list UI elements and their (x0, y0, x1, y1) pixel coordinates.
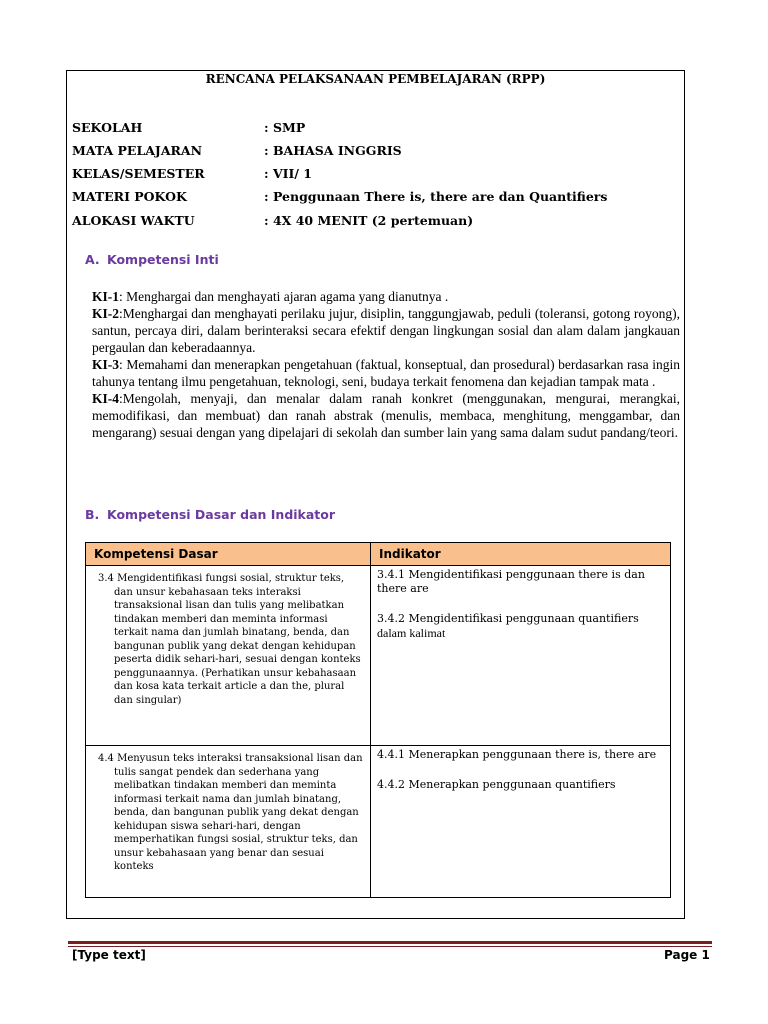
section-title: Kompetensi Inti (107, 252, 219, 267)
ki-head: KI-3 (92, 357, 119, 372)
kd-text: 3.4 Mengidentifikasi fungsi sosial, struktur teks, dan unsur kebahasaan teks interaksi transaksional lisan dan tulis yang melibatkan tindakan memberi dan meminta informasi terkait nama dan jumlah binatang, benda, dan bangunan publik yang dekat dengan kehidupan peserta didik sehari-hari, sesuai dengan konteks penggunaannya. (Perhatikan unsur kebahasaan dan kosa kata terkait article a dan the, plural dan singular) (98, 573, 361, 706)
ki-head: KI-2 (92, 306, 119, 321)
info-label: ALOKASI WAKTU (72, 213, 195, 228)
indicator-text: 4.4.2 Menerapkan penggunaan quantifiers (377, 778, 616, 791)
info-label: MATA PELAJARAN (72, 143, 203, 158)
indicator-item (377, 748, 664, 762)
indicator-item (377, 612, 664, 640)
column-header-indikator: Indikator (371, 543, 671, 566)
info-value: : SMP (264, 120, 306, 135)
info-value: : BAHASA INGGRIS (264, 143, 402, 158)
footer-rule (68, 941, 712, 944)
kd-cell (86, 746, 371, 898)
section-number: B. (85, 507, 100, 522)
section-number: A. (85, 252, 100, 267)
ki-list (92, 288, 680, 441)
info-value: : VII/ 1 (264, 166, 312, 181)
footer-rule-thin (68, 946, 712, 947)
table-row (86, 566, 671, 746)
document-title: RENCANA PELAKSANAAN PEMBELAJARAN (RPP) (205, 72, 546, 86)
indicator-text: 3.4.1 Mengidentifikasi penggunaan there is dan there are (377, 568, 645, 595)
table-row (86, 746, 671, 898)
ki-text: : Menghargai dan menghayati ajaran agama yang dianutnya . (119, 289, 449, 304)
indicator-item (377, 568, 664, 596)
info-value: : Penggunaan There is, there are dan Quantifiers (264, 189, 608, 204)
column-header-kompetensi-dasar: Kompetensi Dasar (86, 543, 371, 566)
kd-indikator-table (85, 542, 671, 898)
section-b-heading (85, 507, 335, 522)
ki-head: KI-1 (92, 289, 119, 304)
ki-text: : Memahami dan menerapkan pengetahuan (faktual, konseptual, dan prosedural) berdasarkan rasa ingin tahunya tentang ilmu pengetahuan, teknologi, seni, budaya terkait fenomena dan kejadian tampak mata . (92, 357, 680, 389)
info-label: KELAS/SEMESTER (72, 166, 205, 181)
indikator-cell (371, 746, 671, 898)
kd-text: 4.4 Menyusun teks interaksi transaksional lisan dan tulis sangat pendek dan sederhana yang melibatkan tindakan memberi dan meminta informasi terkait nama dan jumlah binatang, benda, dan bangunan publik yang dekat dengan kehidupan siswa sehari-hari, dengan memperhatikan fungsi sosial, struktur teks, dan unsur kebahasaan yang benar dan sesuai konteks (98, 753, 363, 872)
ki-text: :Menghargai dan menghayati perilaku jujur, disiplin, tanggungjawab, peduli (toleransi, gotong royong), santun, percaya diri, dalam berinteraksi secara efektif dengan lingkungan sosial dan alam dalam jangkauan pergaulan dan keberadaannya. (92, 306, 680, 355)
indicator-item (377, 778, 664, 792)
section-a-heading (85, 252, 219, 267)
kd-cell (86, 566, 371, 746)
ki-item (92, 356, 680, 390)
section-title: Kompetensi Dasar dan Indikator (107, 507, 336, 522)
ki-item (92, 390, 680, 441)
ki-item (92, 288, 680, 305)
footer-type-text: [Type text] (72, 948, 146, 962)
info-label: MATERI POKOK (72, 189, 187, 204)
indicator-text: 4.4.1 Menerapkan penggunaan there is, there are (377, 748, 657, 761)
indicator-text: 3.4.2 Mengidentifikasi penggunaan quantifiers (377, 612, 639, 625)
indikator-cell (371, 566, 671, 746)
ki-head: KI-4 (92, 391, 119, 406)
indicator-subtext: dalam kalimat (377, 626, 446, 640)
info-label: SEKOLAH (72, 120, 143, 135)
ki-text: :Mengolah, menyaji, dan menalar dalam ranah konkret (menggunakan, mengurai, merangkai, memodifikasi, dan membuat) dan ranah abstrak (menulis, membaca, menghitung, menggambar, dan mengarang) sesuai dengan yang dipelajari di sekolah dan sumber lain yang sama dalam sudut pandang/teori. (92, 391, 680, 440)
page-number: Page 1 (664, 948, 710, 962)
table-header-row (86, 543, 671, 566)
info-value: : 4X 40 MENIT (2 pertemuan) (264, 213, 474, 228)
ki-item (92, 305, 680, 356)
